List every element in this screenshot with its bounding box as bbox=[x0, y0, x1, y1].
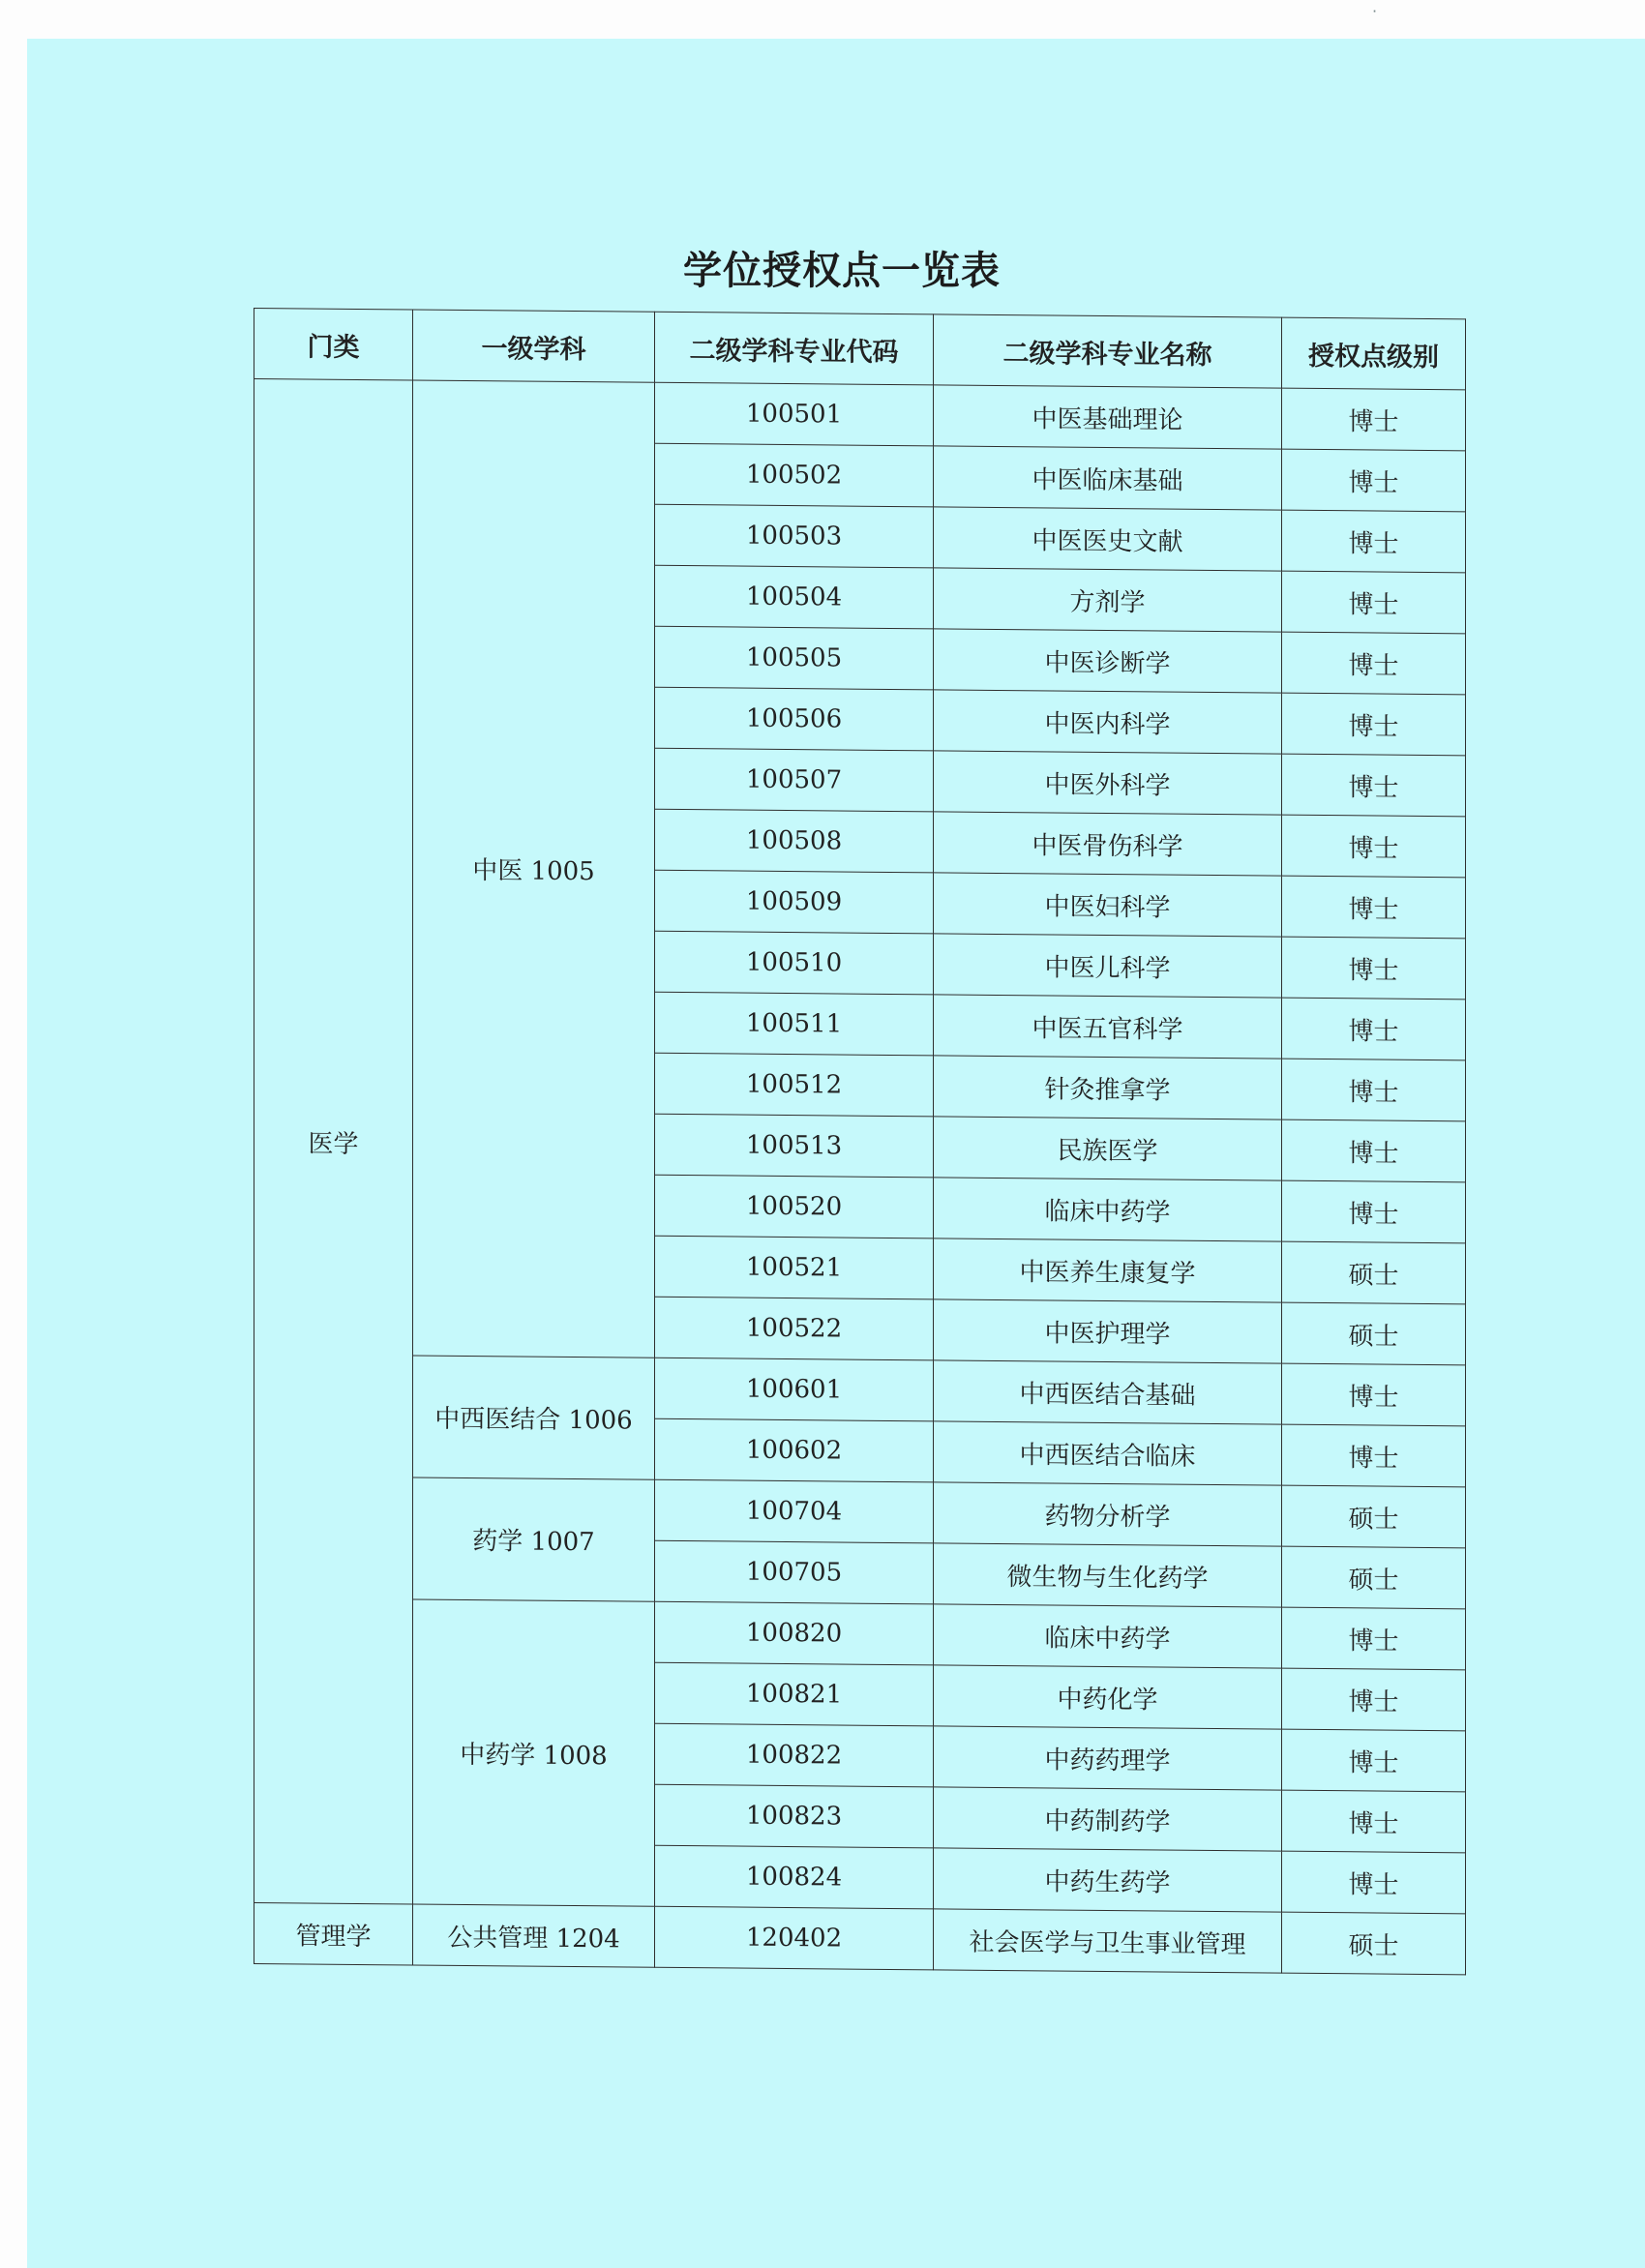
level-cell: 博士 bbox=[1282, 1119, 1466, 1182]
discipline-cell: 药学 1007 bbox=[413, 1477, 655, 1601]
major-code-cell: 100510 bbox=[655, 931, 934, 995]
major-code-cell: 100506 bbox=[655, 687, 934, 751]
major-name-cell: 中医养生康复学 bbox=[934, 1238, 1282, 1302]
discipline-cell: 中医 1005 bbox=[413, 380, 655, 1358]
speck-mark: · bbox=[1372, 2, 1378, 20]
major-name-cell: 中西医结合基础 bbox=[934, 1360, 1282, 1424]
level-cell: 博士 bbox=[1282, 1180, 1466, 1243]
table-row bbox=[254, 379, 1466, 451]
level-cell: 博士 bbox=[1282, 510, 1466, 573]
level-cell: 博士 bbox=[1282, 571, 1466, 634]
major-code-cell: 100822 bbox=[655, 1723, 934, 1787]
header-major-name: 二级学科专业名称 bbox=[934, 314, 1282, 388]
major-code-cell: 100501 bbox=[655, 382, 934, 446]
major-name-cell: 中药生药学 bbox=[934, 1848, 1282, 1912]
level-cell: 博士 bbox=[1282, 815, 1466, 878]
level-cell: 博士 bbox=[1282, 693, 1466, 756]
major-code-cell: 100602 bbox=[655, 1418, 934, 1482]
major-name-cell: 针灸推拿学 bbox=[934, 1056, 1282, 1119]
major-name-cell: 临床中药学 bbox=[934, 1178, 1282, 1241]
level-cell: 硕士 bbox=[1282, 1302, 1466, 1365]
category-cell: 医学 bbox=[254, 379, 413, 1904]
major-code-cell: 100502 bbox=[655, 443, 934, 507]
major-code-cell: 100507 bbox=[655, 748, 934, 812]
major-name-cell: 中医妇科学 bbox=[934, 873, 1282, 937]
major-name-cell: 中医骨伤科学 bbox=[934, 812, 1282, 876]
major-code-cell: 100522 bbox=[655, 1297, 934, 1360]
header-major-code: 二级学科专业代码 bbox=[655, 312, 934, 385]
page-title: 学位授权点一览表 bbox=[683, 248, 1001, 293]
major-name-cell: 中西医结合临床 bbox=[934, 1421, 1282, 1485]
level-cell: 博士 bbox=[1282, 998, 1466, 1060]
level-cell: 博士 bbox=[1282, 1729, 1466, 1792]
major-code-cell: 100512 bbox=[655, 1053, 934, 1117]
major-code-cell: 100513 bbox=[655, 1114, 934, 1178]
major-name-cell: 中医外科学 bbox=[934, 751, 1282, 815]
level-cell: 博士 bbox=[1282, 632, 1466, 695]
major-name-cell: 中药药理学 bbox=[934, 1726, 1282, 1790]
discipline-cell: 公共管理 1204 bbox=[413, 1904, 655, 1967]
major-code-cell: 100823 bbox=[655, 1784, 934, 1848]
level-cell: 硕士 bbox=[1282, 1546, 1466, 1609]
major-name-cell: 中医临床基础 bbox=[934, 446, 1282, 510]
level-cell: 博士 bbox=[1282, 876, 1466, 939]
major-code-cell: 100824 bbox=[655, 1845, 934, 1909]
major-name-cell: 中医护理学 bbox=[934, 1299, 1282, 1363]
header-first-level-discipline: 一级学科 bbox=[413, 310, 655, 382]
major-name-cell: 社会医学与卫生事业管理 bbox=[934, 1909, 1282, 1973]
major-name-cell: 临床中药学 bbox=[934, 1604, 1282, 1668]
level-cell: 博士 bbox=[1282, 937, 1466, 1000]
header-category: 门类 bbox=[254, 309, 413, 380]
major-name-cell: 中药化学 bbox=[934, 1665, 1282, 1729]
category-cell: 管理学 bbox=[254, 1903, 413, 1965]
major-name-cell: 中医基础理论 bbox=[934, 385, 1282, 449]
major-code-cell: 100511 bbox=[655, 992, 934, 1056]
major-code-cell: 100509 bbox=[655, 870, 934, 934]
table-row bbox=[254, 1477, 1466, 1548]
major-code-cell: 100505 bbox=[655, 626, 934, 690]
level-cell: 博士 bbox=[1282, 449, 1466, 512]
table-row bbox=[254, 1903, 1466, 1975]
level-cell: 博士 bbox=[1282, 754, 1466, 817]
major-name-cell: 微生物与生化药学 bbox=[934, 1543, 1282, 1607]
major-name-cell: 中药制药学 bbox=[934, 1787, 1282, 1851]
level-cell: 博士 bbox=[1282, 1059, 1466, 1121]
major-name-cell: 中医医史文献 bbox=[934, 507, 1282, 571]
major-name-cell: 中医五官科学 bbox=[934, 995, 1282, 1059]
major-name-cell: 药物分析学 bbox=[934, 1482, 1282, 1546]
major-code-cell: 100508 bbox=[655, 809, 934, 873]
level-cell: 博士 bbox=[1282, 1790, 1466, 1853]
discipline-cell: 中西医结合 1006 bbox=[413, 1356, 655, 1479]
table-body bbox=[254, 379, 1466, 1975]
header-row bbox=[254, 309, 1466, 390]
major-code-cell: 100601 bbox=[655, 1358, 934, 1421]
level-cell: 硕士 bbox=[1282, 1485, 1466, 1548]
level-cell: 博士 bbox=[1282, 1607, 1466, 1670]
major-code-cell: 100520 bbox=[655, 1175, 934, 1238]
header-level: 授权点级别 bbox=[1282, 317, 1466, 390]
major-name-cell: 中医诊断学 bbox=[934, 629, 1282, 693]
level-cell: 博士 bbox=[1282, 388, 1466, 451]
discipline-cell: 中药学 1008 bbox=[413, 1599, 655, 1906]
major-code-cell: 120402 bbox=[655, 1906, 934, 1970]
major-name-cell: 方剂学 bbox=[934, 568, 1282, 632]
degree-table bbox=[254, 308, 1466, 1975]
major-code-cell: 100503 bbox=[655, 504, 934, 568]
table-row bbox=[254, 1355, 1466, 1426]
major-code-cell: 100705 bbox=[655, 1540, 934, 1604]
level-cell: 硕士 bbox=[1282, 1912, 1466, 1975]
table-row bbox=[254, 1598, 1466, 1670]
major-code-cell: 100704 bbox=[655, 1479, 934, 1543]
major-code-cell: 100504 bbox=[655, 565, 934, 629]
major-name-cell: 中医内科学 bbox=[934, 690, 1282, 754]
major-code-cell: 100821 bbox=[655, 1662, 934, 1726]
level-cell: 博士 bbox=[1282, 1668, 1466, 1731]
level-cell: 博士 bbox=[1282, 1424, 1466, 1487]
level-cell: 博士 bbox=[1282, 1851, 1466, 1914]
major-code-cell: 100521 bbox=[655, 1236, 934, 1299]
major-name-cell: 中医儿科学 bbox=[934, 934, 1282, 998]
major-code-cell: 100820 bbox=[655, 1601, 934, 1665]
level-cell: 硕士 bbox=[1282, 1241, 1466, 1304]
level-cell: 博士 bbox=[1282, 1363, 1466, 1426]
major-name-cell: 民族医学 bbox=[934, 1117, 1282, 1180]
